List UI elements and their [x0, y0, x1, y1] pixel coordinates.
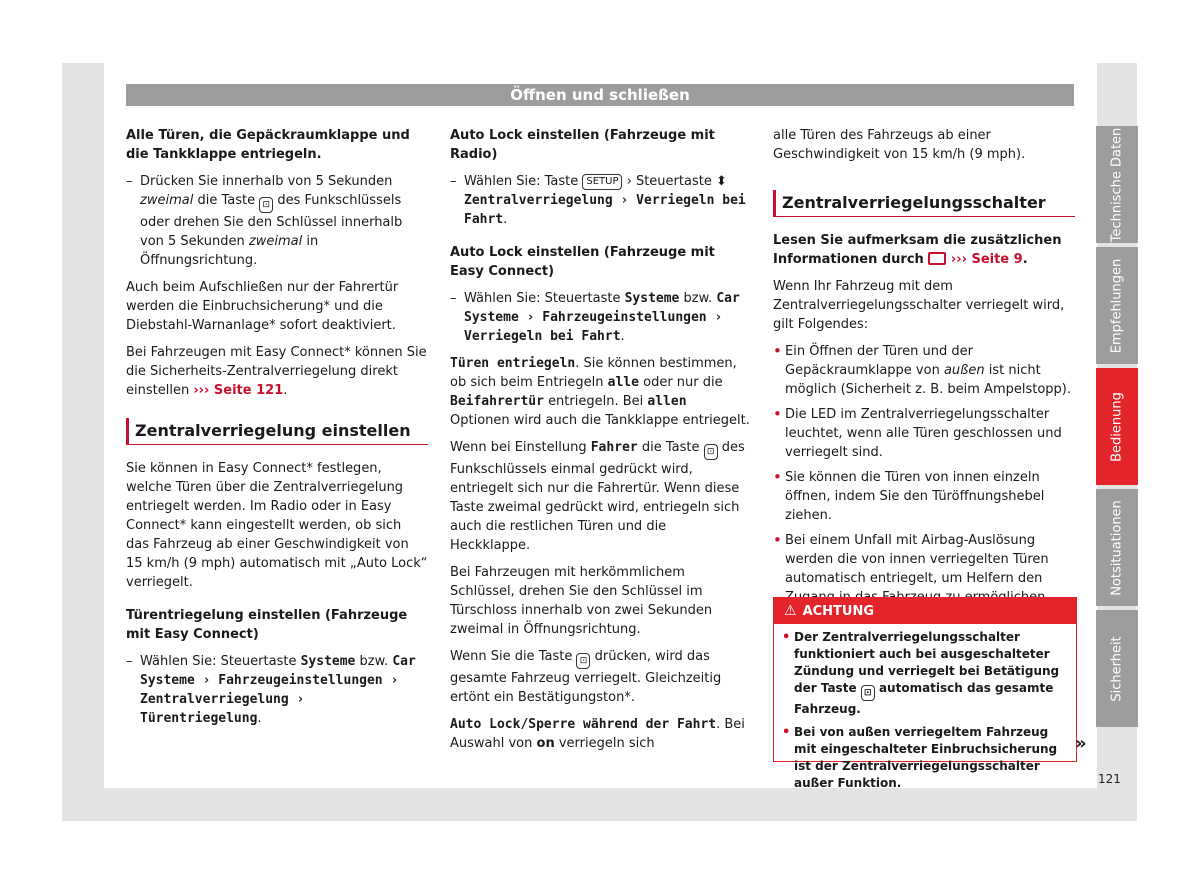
tab-empfehlungen[interactable]: Empfehlungen [1096, 247, 1138, 364]
dash-marker: – [126, 654, 133, 669]
instruction-door-unlock: – Wählen Sie: Steuertaste Systeme bzw. Car Systeme › Fahrzeugeinstellungen › Zentralverriegelung › Türentriegelung. [126, 654, 416, 726]
paragraph-notice: Lesen Sie aufmerksam die zusätzlichen Informationen durch ››› Seite 9. [773, 233, 1062, 267]
setup-key: SETUP [582, 174, 622, 190]
list-item: • Ein Öffnen der Türen und der Gepäckraumklappe von außen ist nicht möglich (Sicherheit z. B. beim Ampelstopp). [773, 342, 1072, 397]
page-number: 121 [1098, 772, 1121, 786]
book-icon [928, 252, 946, 265]
warning-item: • Der Zentralverriegelungsschalter funktioniert auch bei ausgeschalteter Zündung und verriegelt bei Betätigung der Taste ⊡ automatisch das gesamte Fahrzeug. [782, 630, 1060, 716]
section-heading: Zentralverriegelung einstellen [126, 418, 428, 445]
warning-header: ⚠ ACHTUNG [774, 598, 1076, 624]
paragraph: Auto Lock/Sperre während der Fahrt. Bei Auswahl von on verriegeln sich [450, 717, 745, 751]
paragraph: Wenn Ihr Fahrzeug mit dem Zentralverriegelungsschalter verriegelt wird, gilt Folgendes: [773, 279, 1065, 332]
instruction-radio: – Wählen Sie: Taste SETUP › Steuertaste ⬍ Zentralverriegelung › Verriegeln bei Fahrt. [450, 174, 746, 227]
paragraph: Sie können in Easy Connect* festlegen, welche Türen über die Zentralverriegelung entriegelt werden. Im Radio oder in Easy Connect* kann eingestellt werden, ob sich das Fahrzeug ab einer Geschwindigkeit von 15 km/h (9 mph) automatisch mit „Auto Lock“ verriegelt. [126, 461, 428, 590]
paragraph: Auch beim Aufschließen nur der Fahrertür werden die Einbruchsicherung* und die Diebstahl-Warnanlage* sofort deaktiviert. [126, 280, 399, 333]
warning-item: • Bei von außen verriegeltem Fahrzeug mit eingeschalteter Einbruchsicherung ist der Zentralverriegelungsschalter außer Funktion. [782, 725, 1058, 790]
subheading-door-unlock: Türentriegelung einstellen (Fahrzeuge mit Easy Connect) [126, 608, 408, 642]
lock-icon: ⊡ [861, 685, 875, 701]
section-heading: Zentralverriegelungsschalter [773, 190, 1075, 217]
bullet: • [773, 342, 782, 360]
paragraph: Wenn bei Einstellung Fahrer die Taste ⊡ des Funkschlüssels einmal gedrückt wird, entriegelt sich nur die Fahrertür. Wenn diese Taste zweimal gedrückt wird, entriegeln sich auch die restlichen Türen und die Heckklappe. [450, 440, 745, 553]
column-1 [126, 126, 428, 736]
list-item: • Bei einem Unfall mit Airbag-Auslösung werden die von innen verriegelten Türen automatisch entriegelt, um Helfern den [773, 531, 1075, 607]
paragraph: Türen entriegeln. Sie können bestimmen, ob sich beim Entriegeln alle oder nur die Beifahrertür entriegeln. Bei allen Optionen wird auch die Tankklappe entriegelt. [450, 356, 750, 428]
bullet: • [782, 630, 791, 645]
subheading-unlock-all: Alle Türen, die Gepäckraumklappe und die Tankklappe entriegeln. [126, 128, 410, 162]
page-reference-link[interactable]: ››› Seite 121 [193, 383, 284, 398]
instruction-easy-connect: – Wählen Sie: Steuertaste Systeme bzw. Car Systeme › Fahrzeugeinstellungen › Verriegeln bei Fahrt. [450, 291, 740, 344]
page-reference-link[interactable]: ››› Seite 9 [928, 252, 1022, 267]
dash-marker: – [126, 174, 133, 189]
list-item: • Die LED im Zentralverriegelungsschalter leuchtet, wenn alle Türen geschlossen und verriegelt sind. [773, 405, 1062, 460]
warning-box [773, 597, 1077, 790]
paragraph: Bei Fahrzeugen mit herkömmlichem Schlüssel, drehen Sie den Schlüssel im Türschloss innerhalb von zwei Sekunden zweimal in Öffnungsrichtung. [450, 565, 713, 637]
column-2 [450, 126, 750, 761]
page-title: Öffnen und schließen [126, 84, 1074, 106]
tab-technische-daten[interactable]: Technische Daten [1096, 126, 1138, 243]
instruction-unlock: – Drücken Sie innerhalb von 5 Sekunden zweimal die Taste ⊡ des Funkschlüssels oder drehen Sie den Schlüssel innerhalb von 5 Sekunden zweimal in Öffnungsrichtung. [126, 174, 403, 268]
continued-marker: » [1075, 733, 1087, 754]
paragraph: Bei Fahrzeugen mit Easy Connect* können Sie die Sicherheits-Zentralverriegelung direkt einstellen ››› Seite 121. [126, 345, 427, 398]
lock-icon: ⊡ [704, 444, 718, 460]
subheading-easy-connect: Auto Lock einstellen (Fahrzeuge mit Easy Connect) [450, 245, 715, 279]
paragraph: Wenn Sie die Taste ⊡ drücken, wird das gesamte Fahrzeug verriegelt. Gleichzeitig ertönt ein Bestätigungston*. [450, 649, 722, 705]
tab-notsituationen[interactable]: Notsituationen [1096, 489, 1138, 606]
paragraph: alle Türen des Fahrzeugs ab einer Geschwindigkeit von 15 km/h (9 mph). [773, 128, 1026, 162]
bullet: • [773, 531, 782, 549]
tab-sicherheit[interactable]: Sicherheit [1096, 610, 1138, 727]
dash-marker: – [450, 291, 457, 306]
subheading-radio: Auto Lock einstellen (Fahrzeuge mit Radio) [450, 128, 715, 162]
bullet: • [773, 405, 782, 423]
tab-bedienung[interactable]: Bedienung [1096, 368, 1138, 485]
warning-body [774, 624, 1076, 792]
bullet: • [773, 468, 782, 486]
dash-marker: – [450, 174, 457, 189]
warning-triangle-icon: ⚠ [784, 603, 797, 619]
lock-icon: ⊡ [576, 653, 590, 669]
bullet: • [782, 725, 791, 740]
lock-icon: ⊡ [259, 197, 273, 213]
list-item: • Sie können die Türen von innen einzeln öffnen, indem Sie den Türöffnungshebel ziehen. [773, 468, 1045, 523]
column-3 [773, 126, 1075, 613]
